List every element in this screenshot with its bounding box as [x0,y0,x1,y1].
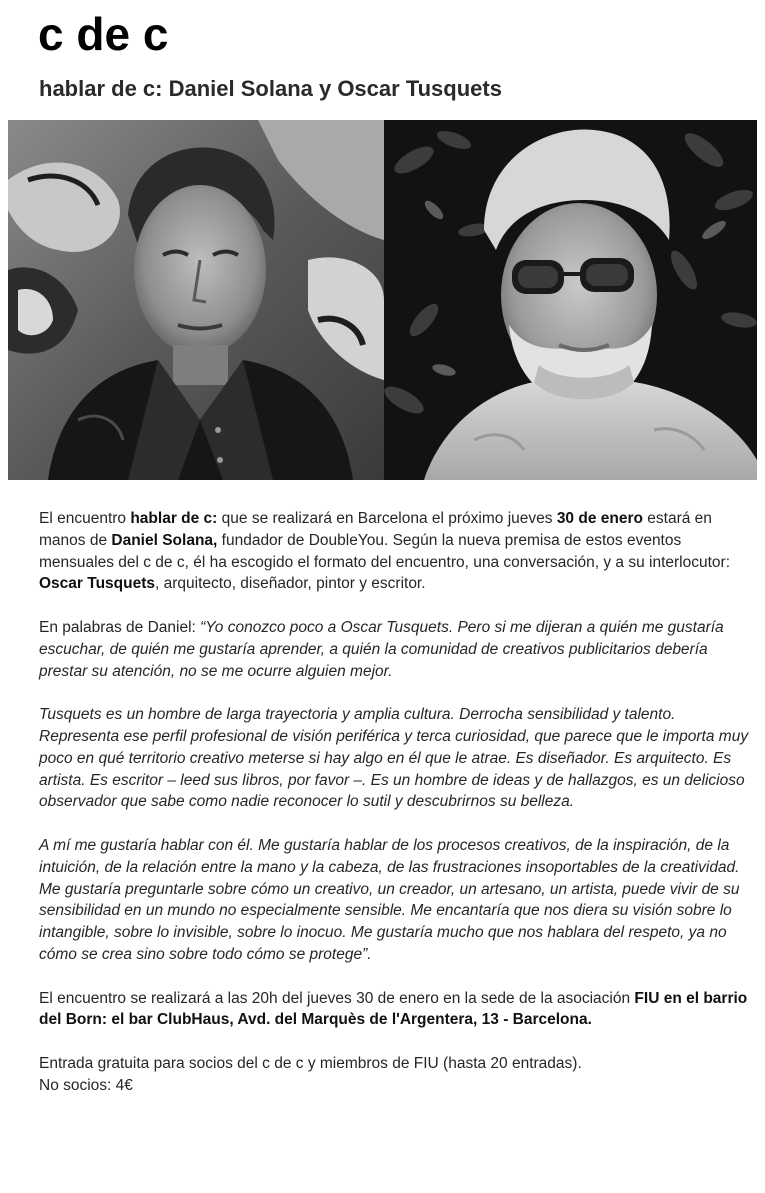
portrait-photo-icon [8,120,384,480]
paragraph-quote-2 [39,704,755,813]
speakers-photo [8,120,757,480]
guest-name: Oscar Tusquets [39,575,156,593]
text: que se realizará en Barcelona el próximo jueves [217,510,557,527]
quote-text: “Yo conozco poco a Oscar Tusquets. Pero si me dijeran a quién me gustaría escuchar, de quién me gustaría aprender, a quién la comunidad de creativos publicitarios debería prestar su atención, no se me ocurre alguien mejor. [39,618,724,680]
text: , arquitecto, diseñador, pintor y escritor. [155,575,426,593]
text: En palabras de Daniel: [39,618,201,636]
ticket-info: Entrada gratuita para socios del c de c y miembros de FIU (hasta 20 entradas). [39,1054,582,1072]
text: El encuentro [39,510,131,527]
article-headline: hablar de c: Daniel Solana y Oscar Tusquets [39,76,502,101]
ticket-price: No socios: 4€ [39,1076,133,1094]
paragraph-quote-3 [39,835,755,966]
quote-text: Tusquets es un hombre de larga trayectoria y amplia cultura. Derrocha sensibilidad y talento. Representa ese perfil profesional de visión periférica y terca curiosidad, que parece que le importa muy poco en qué territorio creativo meterse si hay algo en él que le atrae. Es diseñador. Es arquitecto. Es artista. Es escritor – leed sus libros, por favor –. Es un hombre de ideas y de hallazgos, es un delicioso observador que sabe como nadie reconocer lo sutil y descubrirnos su belleza. [39,706,749,811]
text: El encuentro se realizará a las 20h del jueves 30 de enero en la sede de la asociación [39,989,635,1007]
text: fundador de DoubleYou. Según la nueva premisa de estos eventos mensuales del c de c, él ha escogido el formato del encuentro, una conversación, y a su interlocutor: [39,531,731,571]
site-logo[interactable]: c de c [38,8,169,60]
portrait-daniel-solana [8,120,384,480]
venue-address: FIU en el barrio del Born: el bar ClubHaus, Avd. del Marquès de l'Argentera, 13 - Barcelona. [39,989,748,1029]
event-name: hablar de c: [130,510,218,527]
host-name: Daniel Solana, [111,531,218,549]
article-body [39,508,755,1097]
paragraph-tickets [39,1053,755,1097]
event-date: 30 de enero [556,510,643,527]
portrait-oscar-tusquets [384,120,757,480]
quote-text: A mí me gustaría hablar con él. Me gustaría hablar de los procesos creativos, de la inspiración, de la intuición, de la relación entre la mano y la cabeza, de las frustraciones insoportables de la creatividad. Me gustaría preguntarle sobre cómo un creativo, un creador, un artesano, un artista, puede vivir de su sensibilidad en un mundo no especialmente sensible. Me encantaría que nos diera su visión sobre lo intangible, sobre lo invisible, sobre lo inocuo. Me gustaría mucho que nos hablara del respeto, ya no cómo se crea sino sobre todo cómo se protege”. [39,836,740,963]
portrait-photo-icon [384,120,757,480]
text: estará en manos de [39,510,712,549]
paragraph-quote-1 [39,617,755,682]
paragraph-intro [39,508,755,595]
paragraph-venue [39,988,755,1032]
